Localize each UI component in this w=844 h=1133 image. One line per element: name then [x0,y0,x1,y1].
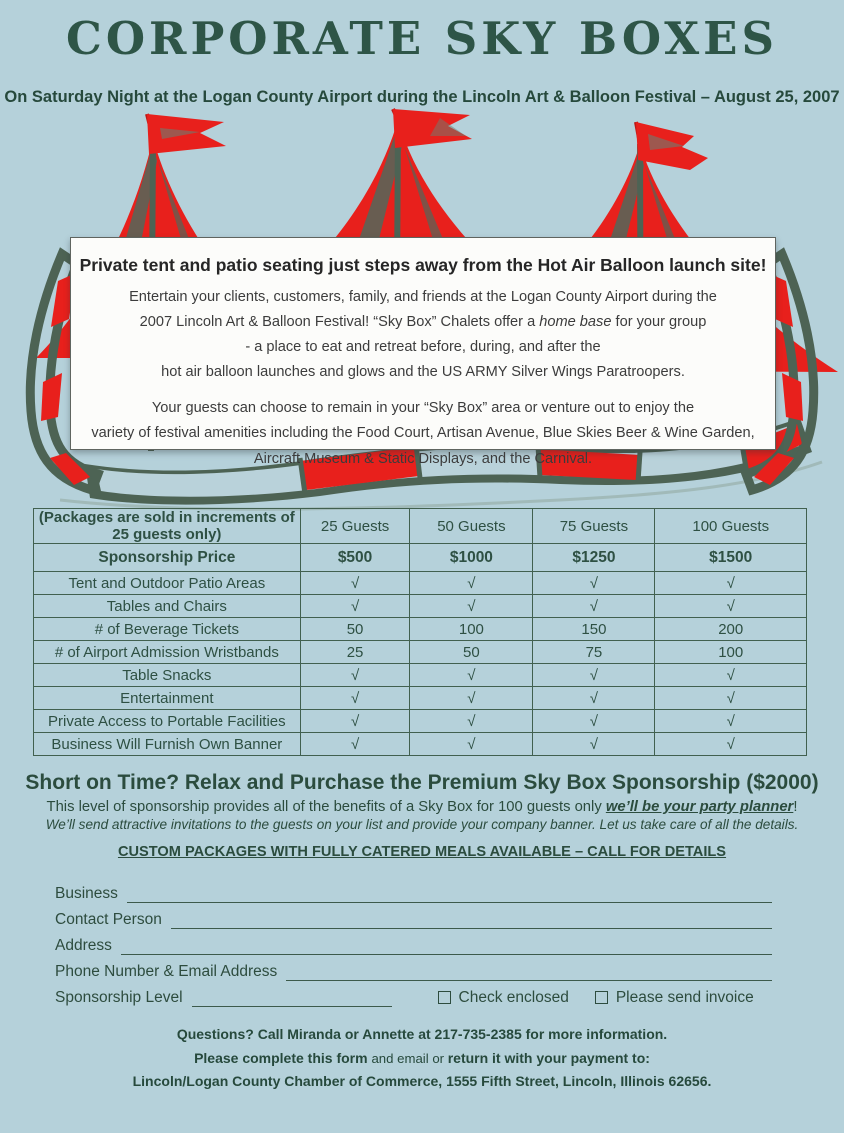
table-header-row [34,509,807,544]
sponsorship-level-row [55,981,772,1007]
footer-instructions: Please complete this form and email or return it with your payment to: [194,1049,650,1066]
send-invoice-checkbox[interactable] [595,991,608,1004]
row-value: √ [410,687,533,710]
info-box [70,237,776,467]
row-value: √ [533,664,655,687]
row-label: # of Airport Admission Wristbands [34,641,301,664]
premium-line1: This level of sponsorship provides all of the benefits of a Sky Box for 100 guests only we’ll be your party planner! [46,799,798,815]
row-value: √ [655,733,807,756]
field-input-line[interactable] [171,909,772,929]
row-label: Tables and Chairs [34,595,301,618]
send-invoice-label: Please send invoice [615,989,754,1006]
table-row [34,641,807,664]
guest-column-header: 50 Guests [410,509,533,544]
guest-column-header: 25 Guests [300,509,410,544]
row-value: √ [533,572,655,595]
row-value: √ [410,595,533,618]
row-value: √ [410,710,533,733]
guest-column-header: 100 Guests [655,509,807,544]
row-value: 75 [533,641,655,664]
invoice-options [438,989,754,1007]
row-value: √ [533,710,655,733]
table-row [34,572,807,595]
form-field-row [55,955,772,981]
price-value: $500 [300,544,410,572]
flag-icon [147,109,708,170]
row-label: Tent and Outdoor Patio Areas [34,572,301,595]
pricing-table [33,508,807,756]
price-row [34,544,807,572]
row-value: √ [300,595,410,618]
custom-packages-line: CUSTOM PACKAGES WITH FULLY CATERED MEALS AVAILABLE – CALL FOR DETAILS [117,844,727,860]
premium-heading: Short on Time? Relax and Purchase the Premium Sky Box Sponsorship ($2000) [25,771,819,794]
page-subtitle: On Saturday Night at the Logan County Airport during the Lincoln Art & Balloon Festival – August 25, 2007 [4,88,840,106]
form-field-row [55,877,772,903]
row-value: √ [655,710,807,733]
form-fields [55,877,772,981]
field-input-line[interactable] [121,935,772,955]
price-value: $1500 [655,544,807,572]
row-value: √ [655,664,807,687]
row-value: √ [410,572,533,595]
row-value: √ [300,664,410,687]
packages-note: (Packages are sold in increments of 25 guests only) [34,509,301,544]
check-enclosed-label: Check enclosed [458,989,569,1006]
field-label: Business [55,885,118,902]
row-value: 50 [410,641,533,664]
row-value: √ [300,710,410,733]
field-input-line[interactable] [286,961,772,981]
info-headline: Private tent and patio seating just steps away from the Hot Air Balloon launch site! [79,255,767,275]
row-value: 25 [300,641,410,664]
info-line: hot air balloon launches and glows and the US ARMY Silver Wings Paratroopers. [161,364,685,381]
info-line: 2007 Lincoln Art & Balloon Festival! “Sky Box” Chalets offer a home base for your group [139,314,707,331]
sponsorship-level-input[interactable] [192,987,392,1007]
row-value: √ [533,595,655,618]
table-row [34,664,807,687]
field-label: Contact Person [55,911,162,928]
row-value: √ [410,733,533,756]
row-value: √ [410,664,533,687]
footer [0,1023,844,1094]
premium-line2: We’ll send attractive invitations to the guests on your list and provide your company banner. Let us take care of all the details. [45,817,799,832]
form-field-row [55,903,772,929]
row-value: √ [300,733,410,756]
price-value: $1250 [533,544,655,572]
info-line: Entertain your clients, customers, family, and friends at the Logan County Airport during the [129,289,717,305]
row-label: Private Access to Portable Facilities [34,710,301,733]
price-label: Sponsorship Price [34,544,301,572]
row-value: √ [533,687,655,710]
row-value: 200 [655,618,807,641]
guest-column-header: 75 Guests [533,509,655,544]
row-value: √ [655,572,807,595]
info-line: variety of festival amenities including the Food Court, Artisan Avenue, Blue Skies Beer & Wine Garden, [91,425,755,442]
field-label: Phone Number & Email Address [55,963,278,980]
row-value: √ [655,687,807,710]
row-value: 100 [410,618,533,641]
table-row [34,618,807,641]
check-enclosed-checkbox[interactable] [438,991,451,1004]
row-value: √ [300,687,410,710]
row-value: 100 [655,641,807,664]
row-value: √ [655,595,807,618]
footer-questions: Questions? Call Miranda or Annette at 217-735-2385 for more information. [176,1026,668,1042]
price-value: $1000 [410,544,533,572]
row-value: 50 [300,618,410,641]
table-body [34,572,807,756]
row-value: √ [533,733,655,756]
info-line: Aircraft Museum & Static Displays, and the Carnival. [253,450,593,467]
table-row [34,710,807,733]
premium-section [0,771,844,832]
field-input-line[interactable] [127,883,772,903]
row-value: 150 [533,618,655,641]
row-label: # of Beverage Tickets [34,618,301,641]
field-label: Address [55,937,112,954]
row-value: √ [300,572,410,595]
sponsorship-level-label: Sponsorship Level [55,989,183,1006]
order-form [55,877,772,1007]
info-line: - a place to eat and retreat before, during, and after the [245,339,601,356]
table-row [34,595,807,618]
form-field-row [55,929,772,955]
footer-address: Lincoln/Logan County Chamber of Commerce, 1555 Fifth Street, Lincoln, Illinois 62656. [132,1073,712,1090]
info-line: Your guests can choose to remain in your “Sky Box” area or venture out to enjoy the [151,400,695,417]
row-label: Entertainment [34,687,301,710]
row-label: Table Snacks [34,664,301,687]
page-title: CORPORATE SKY BOXES [66,12,778,65]
table-row [34,687,807,710]
table-row [34,733,807,756]
row-label: Business Will Furnish Own Banner [34,733,301,756]
